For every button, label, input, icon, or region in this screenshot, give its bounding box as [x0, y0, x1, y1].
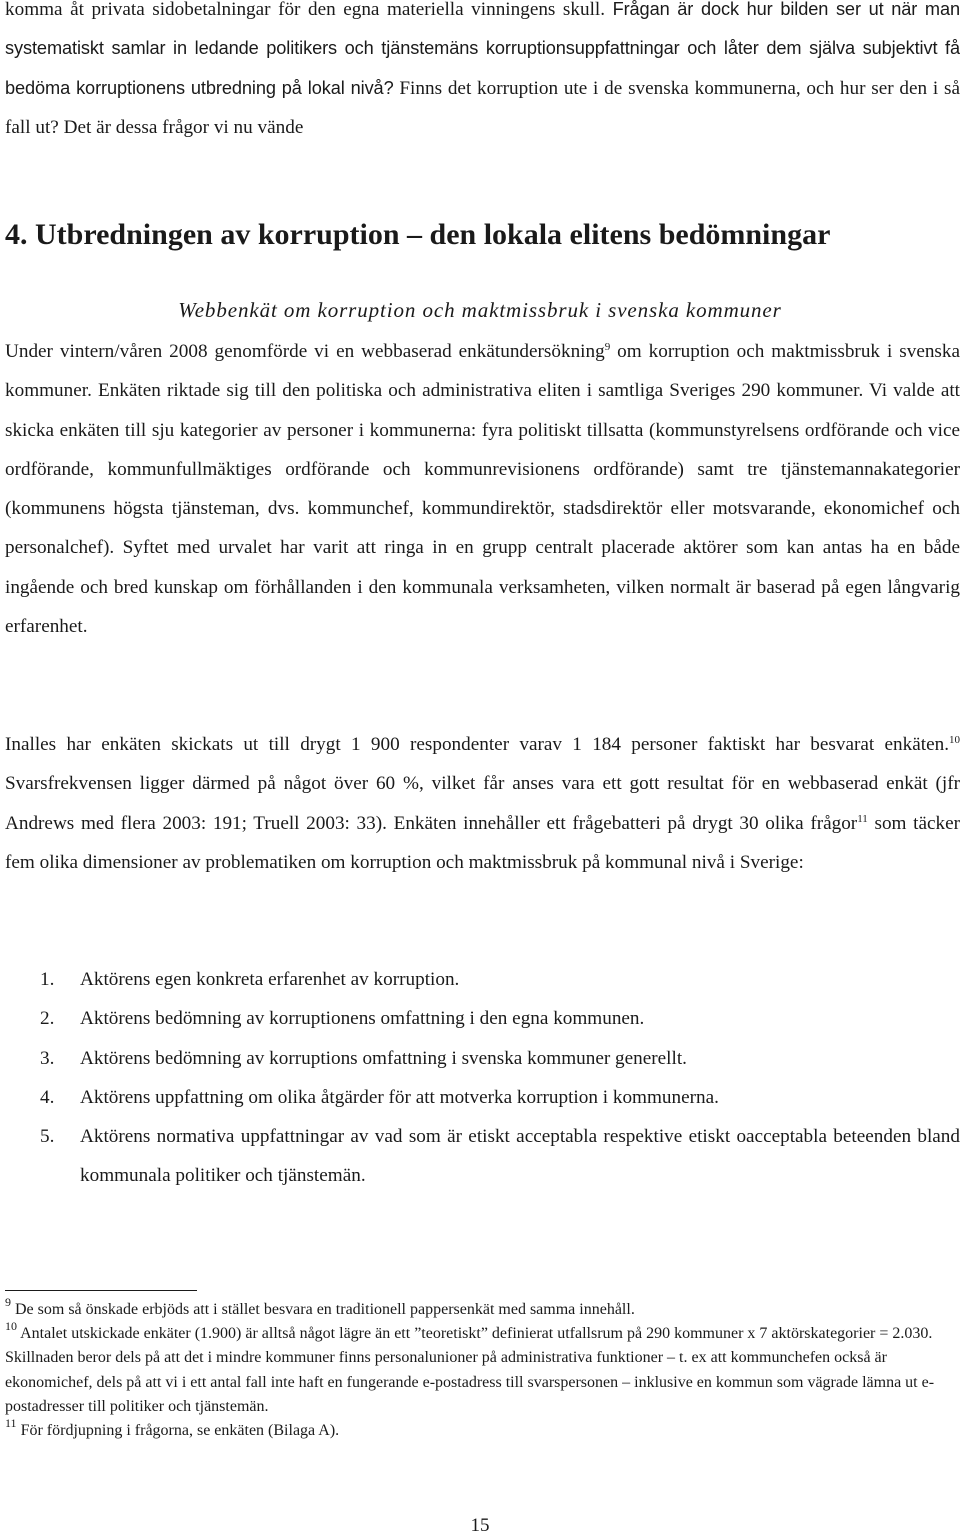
intro-text-sans: Frågan är dock hur bilden ser ut när man systematiskt samlar in ledande politikers och tjänstemäns korruptionsuppfattningar och låter dem själva subjektivt få bedöma korruptionens utbredning på lokal nivå? [5, 0, 960, 98]
paragraph-response-rate [5, 725, 960, 882]
footnote-separator [5, 1290, 197, 1291]
footnote-number: 9 [5, 1295, 11, 1309]
footnote-10 [5, 1319, 953, 1419]
list-item-text: Aktörens egen konkreta erfarenhet av korruption. [80, 969, 460, 990]
footnote-number: 11 [5, 1416, 17, 1431]
list-item [0, 960, 960, 999]
list-item-number: 4. [40, 1086, 55, 1108]
section-heading: 4. Utbredningen av korruption – den lokala elitens bedömningar [5, 218, 831, 251]
intro-paragraph [5, 0, 960, 147]
paragraph-3-part-1: Inalles har enkäten skickats ut till drygt 1 900 respondenter varav 1 184 personer faktiskt har besvarat enkäten. [5, 734, 949, 755]
paragraph-3-part-2: Svarsfrekvensen ligger därmed på något över 60 %, vilket får anses vara ett gott resultat för en webbaserad enkät (jfr Andrews med flera 2003: 191; Truell 2003: 33). Enkäten innehåller ett frågebatteri på drygt 30 olika frågor [5, 773, 960, 834]
list-item-text: Aktörens uppfattning om olika åtgärder för att motverka korruption i kommunerna. [80, 1086, 719, 1108]
footnote-9 [5, 1295, 953, 1322]
intro-line-1: komma åt privata sidobetalningar för den egna materiella vinningens skull. [5, 0, 606, 20]
list-item [0, 999, 960, 1038]
list-item-text: Aktörens bedömning av korruptionens omfattning i den egna kommunen. [80, 1008, 645, 1030]
footnote-11 [5, 1416, 953, 1443]
paragraph-3-part-3: som täcker fem olika dimensioner av problematiken om korruption och maktmissbruk på kommunal nivå i Sverige: [5, 812, 960, 873]
footnote-ref-9[interactable]: 9 [604, 341, 611, 353]
section-subheading: Webbenkät om korruption och maktmissbruk i svenska kommuner [178, 298, 782, 322]
list-item-text: Aktörens normativa uppfattningar av vad som är etiskt acceptabla respektive etiskt oacceptabla beteenden bland kommunala politiker och tjänstemän. [80, 1126, 960, 1187]
list-item-number: 1. [40, 969, 55, 990]
list-item-text: Aktörens bedömning av korruptions omfattning i svenska kommuner generellt. [80, 1047, 687, 1069]
paragraph-survey-design [5, 332, 960, 646]
footnote-text: För fördjupning i frågorna, se enkäten (Bilaga A). [20, 1422, 340, 1440]
footnote-ref-11[interactable]: 11 [857, 812, 868, 825]
footnote-ref-10[interactable]: 10 [949, 734, 960, 746]
list-item-number: 3. [40, 1047, 55, 1069]
footnote-text: Antalet utskickade enkäter (1.900) är alltså något lägre än ett ”teoretiskt” definierat utfallsrum på 290 kommuner x 7 aktörskategorier = 2.030. Skillnaden beror dels på att det i mindre kommuner finns personalunioner på administrativa funktioner – t. ex att kommunchefen också är ekonomichef, dels på att vi i ett antal fall inte haft en fungerande e-postadress till svarspersonen – inklusive en kommun som vägrade lämna ut e-postadresser till politiker och tjänstemän. [5, 1325, 935, 1415]
list-item [0, 1117, 960, 1196]
paragraph-2-part-1: Under vintern/våren 2008 genomförde vi en webbaserad enkätundersökning [5, 341, 605, 362]
intro-text-tail: Finns det korruption ute i de svenska kommunerna, och hur ser den i så fall ut? Det är dessa frågor vi nu vände [5, 77, 960, 138]
footnote-text: De som så önskade erbjöds att i stället besvara en traditionell pappersenkät med samma innehåll. [15, 1301, 635, 1318]
page-number: 15 [470, 1515, 490, 1536]
paragraph-2-part-2: om korruption och maktmissbruk i svenska kommuner. Enkäten riktade sig till den politiska och administrativa eliten i samtliga Sveriges 290 kommuner. Vi valde att skicka enkäten till sju kategorier av personer i kommunerna: fyra politiskt tillsatta (kommunstyrelsens ordförande och vice ordförande, kommunfullmäktiges ordförande och kommunrevisionens ordförande) samt tre tjänstemannakategorier (kommunens högsta tjänsteman, dvs. kommunchef, kommundirektör, stadsdirektör eller motsvarande, ekonomichef och personalchef). Syftet med urvalet har varit att ringa in en grupp centralt placerade aktörer som kan antas ha en både ingående och bred kunskap om förhållanden i den kommunala verksamheten, vilken normalt är baserad på egen långvarig erfarenhet. [5, 341, 960, 638]
list-item [0, 1039, 960, 1078]
list-item-number: 2. [40, 1008, 55, 1030]
footnote-number: 10 [5, 1319, 17, 1334]
footnotes [5, 1295, 953, 1443]
list-item [0, 1078, 960, 1117]
list-item-number: 5. [40, 1126, 55, 1148]
dimensions-list [0, 960, 960, 1196]
